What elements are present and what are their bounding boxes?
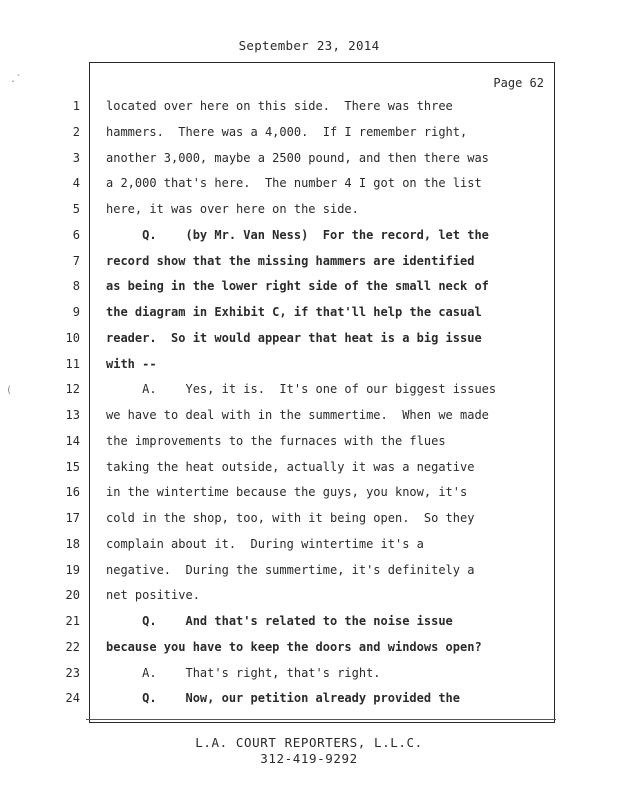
footer-reporter-name: L.A. COURT REPORTERS, L.L.C.	[195, 735, 423, 750]
line-number: 1	[72, 99, 80, 113]
header-date: September 23, 2014	[238, 38, 380, 53]
transcript-line: complain about it. During wintertime it's a	[106, 536, 424, 551]
transcript-line: hammers. There was a 4,000. If I remember right,	[106, 124, 468, 139]
line-number: 22	[65, 639, 80, 654]
line-number: 7	[72, 253, 80, 268]
line-number: 6	[72, 227, 80, 242]
transcript-line: here, it was over here on the side.	[106, 202, 359, 216]
transcript-line: as being in the lower right side of the small neck of	[106, 279, 489, 294]
line-number: 5	[72, 202, 80, 216]
line-number: 19	[65, 562, 80, 577]
line-number: 3	[72, 150, 80, 165]
transcript-line: reader. So it would appear that heat is a big issue	[106, 330, 482, 345]
transcript-line: located over here on this side. There was three	[106, 99, 453, 113]
line-number: 21	[65, 614, 80, 628]
line-number: 12	[65, 382, 80, 397]
footer-phone: 312-419-9292	[260, 751, 358, 766]
line-number: 23	[65, 665, 80, 680]
line-number: 2	[72, 124, 80, 139]
line-number: 9	[72, 305, 80, 319]
transcript-line: the diagram in Exhibit C, if that'll help the casual	[106, 305, 482, 319]
transcript-line: because you have to keep the doors and windows open?	[106, 639, 482, 654]
line-number: 16	[65, 485, 80, 500]
transcript-line: Q. And that's related to the noise issue	[106, 614, 453, 628]
line-number: 15	[65, 459, 80, 474]
page-number: Page 62	[493, 76, 544, 90]
transcript-line: we have to deal with in the summertime. When we made	[106, 408, 489, 422]
transcript-line: a 2,000 that's here. The number 4 I got on the list	[106, 176, 482, 191]
line-number: 18	[65, 536, 80, 551]
transcript-line: another 3,000, maybe a 2500 pound, and then there was	[106, 150, 489, 165]
transcript-line: record show that the missing hammers are identified	[106, 253, 475, 268]
line-number: 14	[65, 433, 80, 448]
transcript-line: taking the heat outside, actually it was a negative	[106, 459, 475, 474]
transcript-line: Q. (by Mr. Van Ness) For the record, let the	[106, 227, 489, 242]
line-number: 4	[72, 176, 80, 191]
scan-speck: (	[6, 385, 13, 396]
line-number: 17	[65, 511, 80, 525]
line-number: 13	[65, 408, 80, 422]
transcript-line: A. That's right, that's right.	[106, 665, 381, 680]
transcript-line: A. Yes, it is. It's one of our biggest issues	[106, 382, 497, 397]
scan-speck: .`	[10, 74, 23, 85]
transcript-line: the improvements to the furnaces with the flues	[106, 433, 446, 448]
line-number: 24	[65, 691, 80, 706]
transcript-line: Q. Now, our petition already provided the	[106, 691, 461, 706]
line-number: 20	[65, 588, 80, 603]
line-number: 10	[65, 330, 80, 345]
transcript-line: cold in the shop, too, with it being open. So they	[106, 511, 475, 525]
frame-bottom-rule	[86, 719, 556, 720]
transcript-line: net positive.	[106, 588, 200, 603]
transcript-line: in the wintertime because the guys, you know, it's	[106, 485, 468, 500]
line-number: 8	[72, 279, 80, 294]
transcript-line: negative. During the summertime, it's definitely a	[106, 562, 475, 577]
line-number: 11	[65, 356, 80, 371]
transcript-line: with --	[106, 356, 157, 371]
